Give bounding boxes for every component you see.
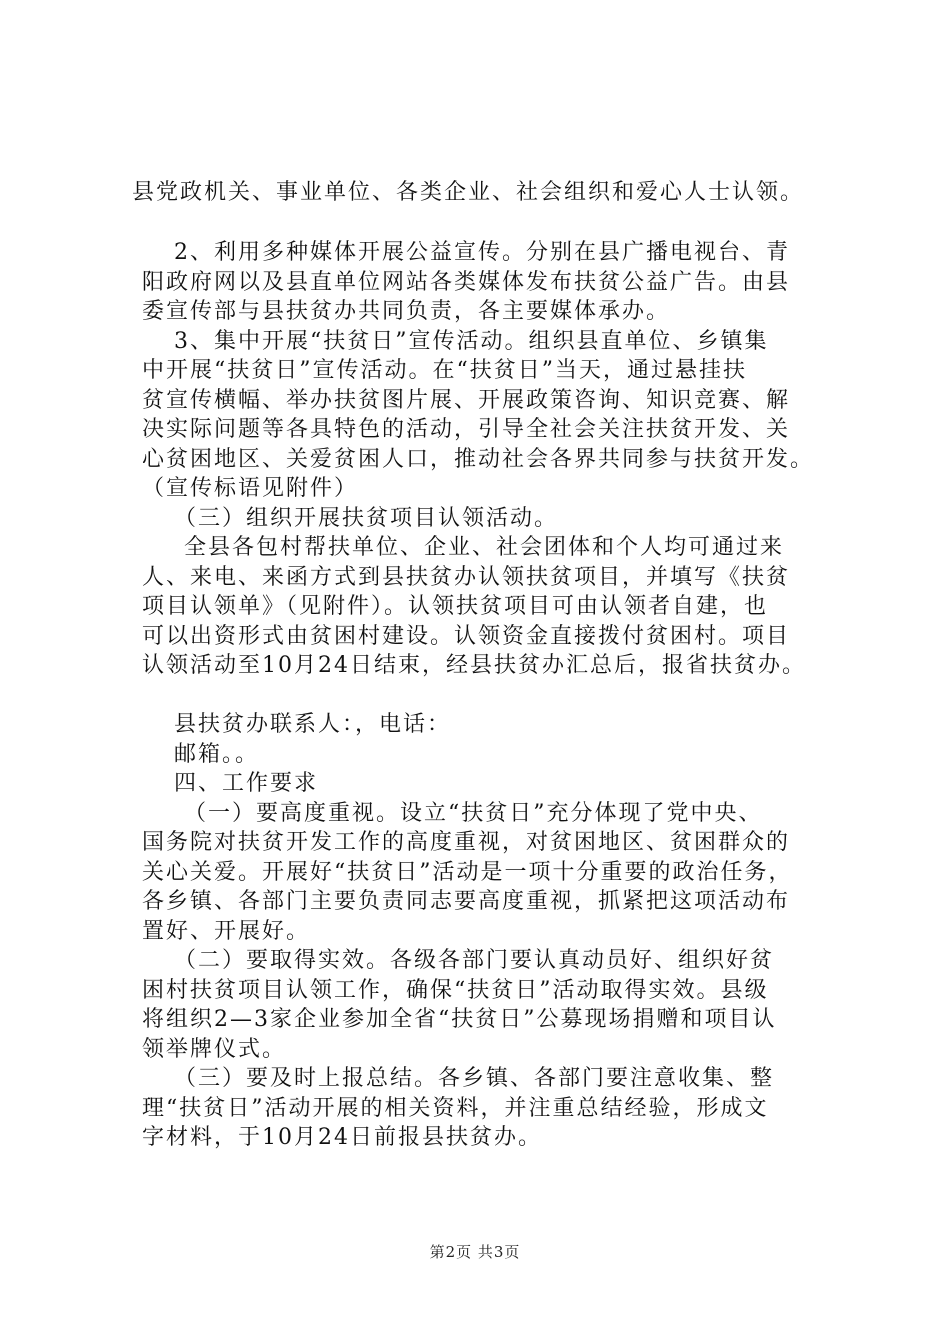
text-line: 委宣传部与县扶贫办共同负责，各主要媒体承办。 <box>142 299 671 324</box>
text-line: 阳政府网以及县直单位网站各类媒体发布扶贫公益广告。由县 <box>142 270 791 295</box>
text-line: 人、来电、来函方式到县扶贫办认领扶贫项目，并填写《扶贫 <box>142 565 791 590</box>
text-line: 国务院对扶贫开发工作的高度重视，对贫困地区、贫困群众的 <box>142 830 791 855</box>
text-line: 项目认领单》（见附件）。认领扶贫项目可由认领者自建，也 <box>142 594 769 619</box>
text-line: 理“扶贫日”活动开展的相关资料，并注重总结经验，形成文 <box>142 1096 769 1121</box>
page-number-footer: 第2页 共3页 <box>429 1243 521 1261</box>
text-line: 决实际问题等各具特色的活动，引导全社会关注扶贫开发、关 <box>142 417 791 442</box>
text-line: （宣传标语见附件） <box>142 476 359 501</box>
text-line: 领举牌仪式。 <box>142 1037 287 1062</box>
text-line: 困村扶贫项目认领工作，确保“扶贫日”活动取得实效。县级 <box>142 978 769 1003</box>
text-line: 置好、开展好。 <box>142 919 311 944</box>
text-line: （三）要及时上报总结。各乡镇、各部门要注意收集、整 <box>174 1066 775 1091</box>
text-line: 中开展“扶贫日”宣传活动。在“扶贫日”当天，通过悬挂扶 <box>142 358 747 383</box>
text-line: 贫宣传横幅、举办扶贫图片展、开展政策咨询、知识竞赛、解 <box>142 388 791 413</box>
text-line: 关心关爱。开展好“扶贫日”活动是一项十分重要的政治任务， <box>142 860 793 885</box>
text-line: 将组织2—3家企业参加全省“扶贫日”公募现场捐赠和项目认 <box>142 1007 777 1032</box>
text-line: 2、利用多种媒体开展公益宣传。分别在县广播电视台、青 <box>174 240 790 265</box>
text-line: 3、集中开展“扶贫日”宣传活动。组织县直单位、乡镇集 <box>174 329 769 354</box>
text-line: 县党政机关、事业单位、各类企业、社会组织和爱心人士认领。 <box>132 180 805 205</box>
text-line: 各乡镇、各部门主要负责同志要高度重视，抓紧把这项活动布 <box>142 889 791 914</box>
text-line: 字材料，于10月24日前报县扶贫办。 <box>142 1125 542 1150</box>
email-line: 邮箱。。 <box>174 742 260 767</box>
text-line: （一）要高度重视。设立“扶贫日”充分体现了党中央、 <box>184 801 763 826</box>
contact-line: 县扶贫办联系人：，电话： <box>174 712 452 737</box>
section-heading: （三）组织开展扶贫项目认领活动。 <box>174 506 559 531</box>
text-line: 可以出资形式由贫困村建设。认领资金直接拨付贫困村。项目 <box>142 624 791 649</box>
text-line: 全县各包村帮扶单位、企业、社会团体和个人均可通过来 <box>184 535 785 560</box>
text-line: 认领活动至10月24日结束，经县扶贫办汇总后，报省扶贫办。 <box>142 653 806 678</box>
section-heading: 四、工作要求 <box>174 771 319 796</box>
text-line: （二）要取得实效。各级各部门要认真动员好、组织好贫 <box>174 948 775 973</box>
text-line: 心贫困地区、关爱贫困人口，推动社会各界共同参与扶贫开发。 <box>142 447 815 472</box>
